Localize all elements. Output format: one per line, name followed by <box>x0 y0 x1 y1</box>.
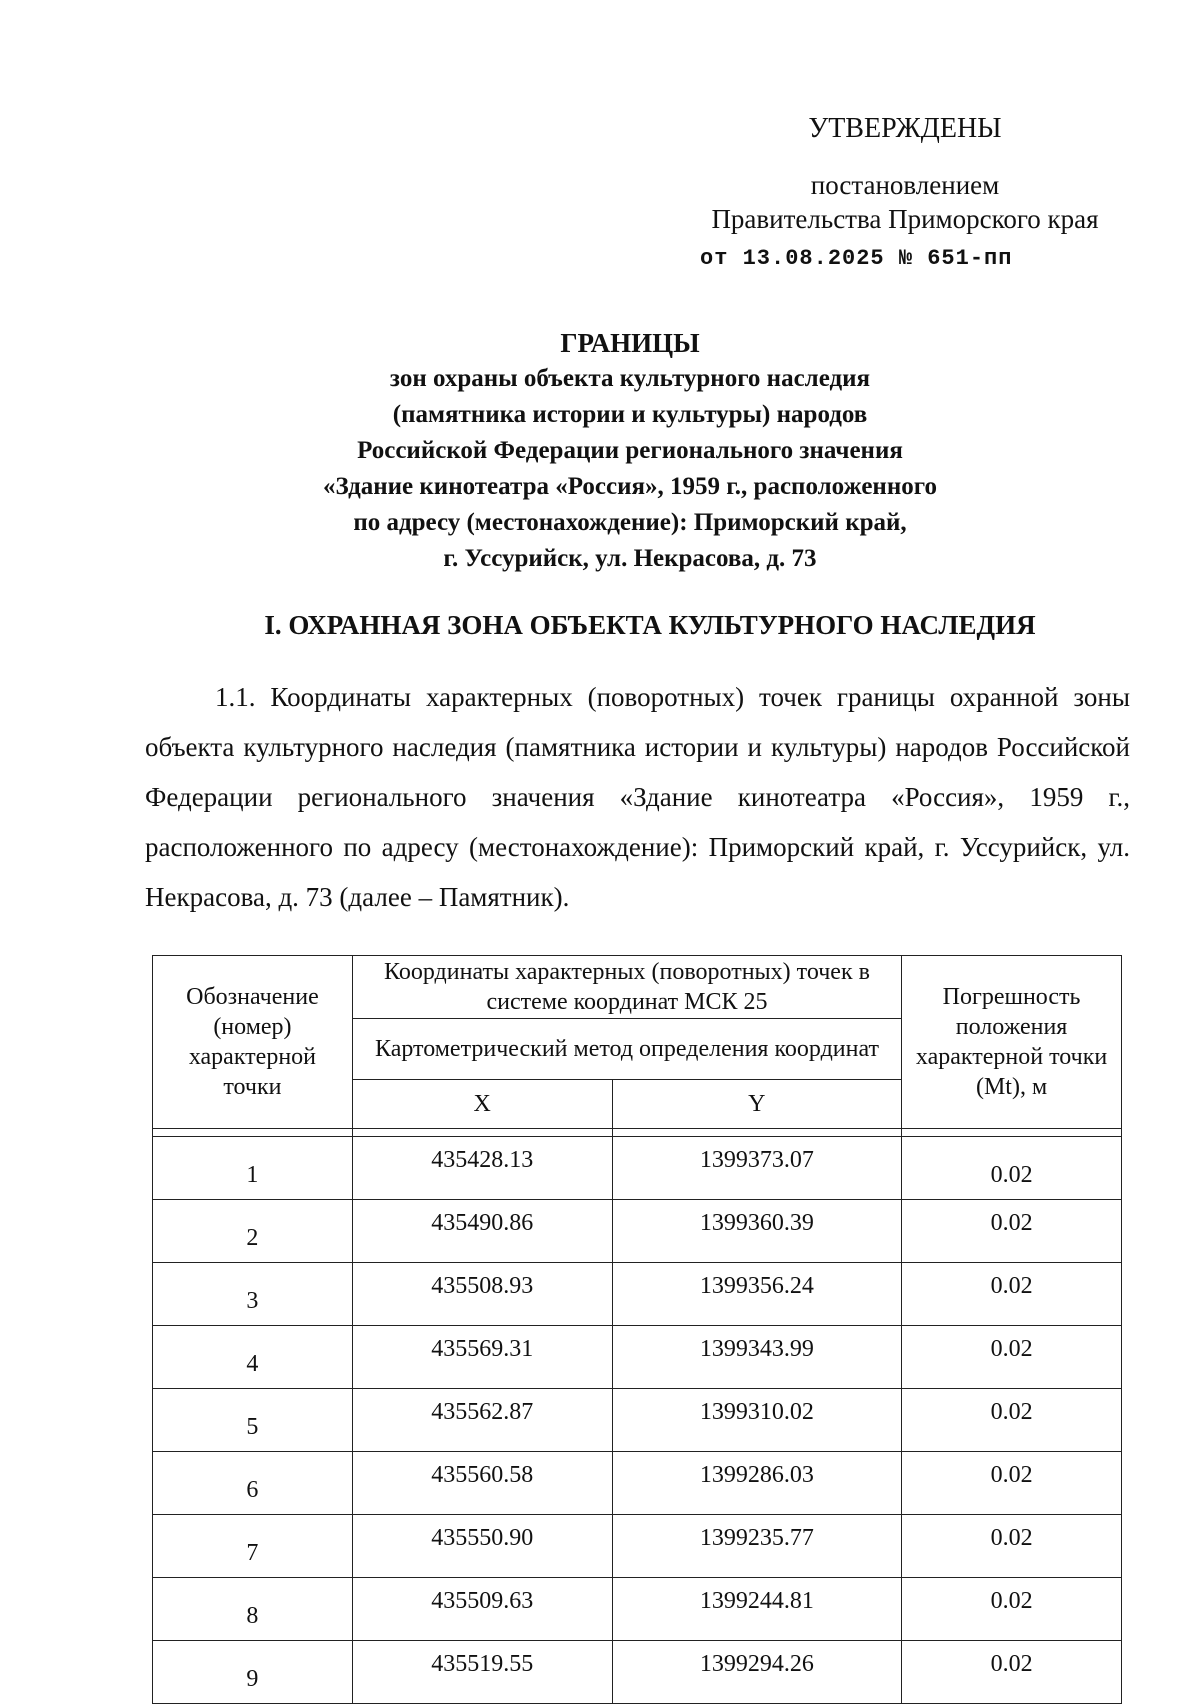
point-number: 2 <box>153 1200 353 1263</box>
coord-x: 435569.31 <box>352 1326 612 1389</box>
coord-x: 435508.93 <box>352 1263 612 1326</box>
point-number: 1 <box>153 1137 353 1200</box>
coord-x: 435428.13 <box>352 1137 612 1200</box>
coord-y: 1399360.39 <box>612 1200 902 1263</box>
approval-line-government: Правительства Приморского края <box>711 204 1099 234</box>
table-row <box>153 1515 1122 1578</box>
header-method: Картометрический метод определения координат <box>352 1019 901 1080</box>
header-point-number: Обозначение (номер) характерной точки <box>153 956 353 1129</box>
title-line: зон охраны объекта культурного наследия <box>389 365 871 392</box>
section-paragraph: 1.1. Координаты характерных (поворотных) точек границы охранной зоны объекта культурного наследия (памятника истории и культуры) народов Российской Федерации регионального значения «Здание кинотеатра «Россия», 1959 г., расположенного по адресу (местонахождение): Приморский край, г. Уссурийск, ул. Некрасова, д. 73 (далее – Памятник). <box>145 682 1130 912</box>
title-main: ГРАНИЦЫ <box>560 328 700 358</box>
header-x: X <box>352 1080 612 1129</box>
point-number: 6 <box>153 1452 353 1515</box>
error-mt: 0.02 <box>902 1515 1122 1578</box>
header-y: Y <box>612 1080 902 1129</box>
table-row <box>153 1389 1122 1452</box>
coord-y: 1399356.24 <box>612 1263 902 1326</box>
error-mt: 0.02 <box>902 1452 1122 1515</box>
document-title <box>180 325 1080 577</box>
error-mt: 0.02 <box>902 1389 1122 1452</box>
header-coordinates: Координаты характерных (поворотных) точек в системе координат МСК 25 <box>352 956 901 1019</box>
table-row <box>153 1641 1122 1704</box>
coord-y: 1399343.99 <box>612 1326 902 1389</box>
point-number: 4 <box>153 1326 353 1389</box>
coordinates-table <box>152 955 1122 1704</box>
approval-block <box>690 112 1120 276</box>
table-row <box>153 1200 1122 1263</box>
table-row <box>153 1263 1122 1326</box>
decree-reference: от 13.08.2025 № 651-пп <box>700 246 1013 271</box>
table-row <box>153 1452 1122 1515</box>
title-line: г. Уссурийск, ул. Некрасова, д. 73 <box>443 545 817 572</box>
coord-y: 1399235.77 <box>612 1515 902 1578</box>
coord-y: 1399286.03 <box>612 1452 902 1515</box>
approval-line-decree: постановлением <box>810 170 1000 200</box>
error-mt: 0.02 <box>902 1137 1122 1200</box>
coord-y: 1399244.81 <box>612 1578 902 1641</box>
coord-x: 435509.63 <box>352 1578 612 1641</box>
point-number: 7 <box>153 1515 353 1578</box>
title-line: «Здание кинотеатра «Россия», 1959 г., расположенного <box>323 473 937 500</box>
error-mt: 0.02 <box>902 1578 1122 1641</box>
coord-y: 1399373.07 <box>612 1137 902 1200</box>
title-line: Российской Федерации регионального значения <box>357 437 903 464</box>
point-number: 3 <box>153 1263 353 1326</box>
coord-x: 435550.90 <box>352 1515 612 1578</box>
table-row <box>153 1326 1122 1389</box>
point-number: 5 <box>153 1389 353 1452</box>
coord-x: 435560.58 <box>352 1452 612 1515</box>
coord-x: 435519.55 <box>352 1641 612 1704</box>
title-line: (памятника истории и культуры) народов <box>392 401 868 428</box>
error-mt: 0.02 <box>902 1641 1122 1704</box>
point-number: 9 <box>153 1641 353 1704</box>
coord-x: 435562.87 <box>352 1389 612 1452</box>
error-mt: 0.02 <box>902 1263 1122 1326</box>
approval-heading: УТВЕРЖДЕНЫ <box>808 113 1002 144</box>
header-error: Погрешность положения характерной точки (Mt), м <box>902 956 1122 1129</box>
coord-y: 1399294.26 <box>612 1641 902 1704</box>
point-number: 8 <box>153 1578 353 1641</box>
coord-y: 1399310.02 <box>612 1389 902 1452</box>
title-line: по адресу (местонахождение): Приморский край, <box>353 509 907 536</box>
coord-x: 435490.86 <box>352 1200 612 1263</box>
table-row <box>153 1578 1122 1641</box>
header-spacer <box>153 1129 1122 1137</box>
table-row <box>153 1137 1122 1200</box>
error-mt: 0.02 <box>902 1326 1122 1389</box>
error-mt: 0.02 <box>902 1200 1122 1263</box>
section-heading: I. ОХРАННАЯ ЗОНА ОБЪЕКТА КУЛЬТУРНОГО НАСЛЕДИЯ <box>264 610 1036 640</box>
